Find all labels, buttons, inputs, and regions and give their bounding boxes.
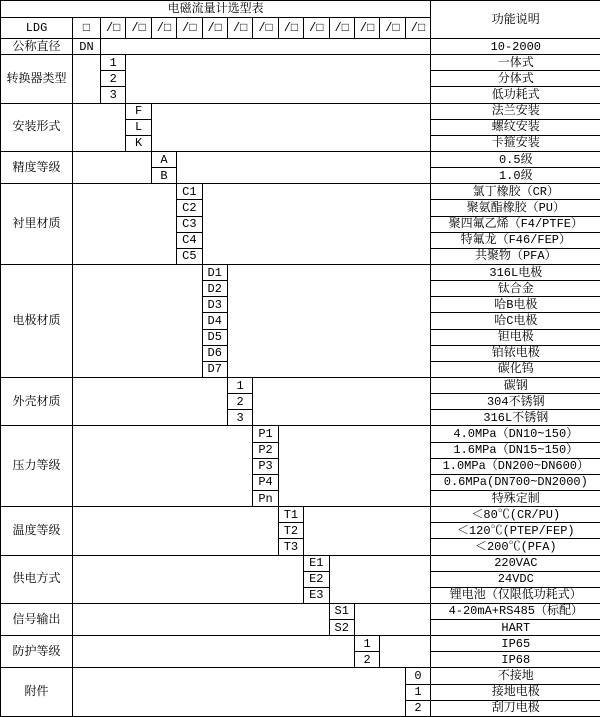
description-cell: 0.5级 xyxy=(431,151,600,167)
code-cell: E1 xyxy=(304,555,329,571)
category-label-electrode: 电极材质 xyxy=(1,264,73,377)
description-cell: 哈B电极 xyxy=(431,297,600,313)
description-cell: IP68 xyxy=(431,652,600,668)
description-cell: 聚四氟乙烯（F4/PTFE） xyxy=(431,216,600,232)
code-cell: S2 xyxy=(329,620,354,636)
slash-box-cell: /□ xyxy=(380,18,405,39)
category-label-housing: 外壳材质 xyxy=(1,377,73,425)
description-cell: 低功耗式 xyxy=(431,87,600,103)
category-label-temperature: 温度等级 xyxy=(1,507,73,555)
description-cell: 304不锈钢 xyxy=(431,394,600,410)
code-cell: C4 xyxy=(177,232,202,248)
spacer-cell xyxy=(227,264,430,377)
description-cell: 螺纹安装 xyxy=(431,119,600,135)
description-cell: 1.0级 xyxy=(431,168,600,184)
code-cell: 2 xyxy=(101,71,126,87)
category-label-signal: 信号输出 xyxy=(1,603,73,635)
spacer-cell xyxy=(73,264,203,377)
description-cell: 锂电池（仅限低功耗式） xyxy=(431,587,600,603)
code-cell: E2 xyxy=(304,571,329,587)
code-cell: 1 xyxy=(101,55,126,71)
code-cell: P2 xyxy=(253,442,278,458)
description-cell: 共聚物（PFA） xyxy=(431,248,600,264)
spacer-cell xyxy=(73,507,279,555)
spacer-cell xyxy=(278,426,431,507)
description-cell: 316L不锈钢 xyxy=(431,410,600,426)
code-cell: C5 xyxy=(177,248,202,264)
description-cell: ＜200℃(PFA) xyxy=(431,539,600,555)
description-cell: 1.6MPa（DN15~150） xyxy=(431,442,600,458)
description-cell: 刮刀电极 xyxy=(431,700,600,716)
slash-box-cell: /□ xyxy=(354,18,379,39)
spacer-cell xyxy=(73,555,304,603)
code-cell: D6 xyxy=(202,345,227,361)
code-cell: B xyxy=(151,168,176,184)
code-cell: 3 xyxy=(227,410,252,426)
spacer-cell xyxy=(73,103,126,151)
slash-box-cell: /□ xyxy=(278,18,303,39)
category-label-protection: 防护等级 xyxy=(1,636,73,668)
slash-box-cell: /□ xyxy=(227,18,252,39)
code-cell: F xyxy=(126,103,151,119)
spacer-cell xyxy=(73,55,101,103)
code-cell: P4 xyxy=(253,474,278,490)
description-cell: 不接地 xyxy=(431,668,600,684)
code-cell: 2 xyxy=(405,700,431,716)
spacer-cell xyxy=(126,55,431,103)
description-cell: 碳化钨 xyxy=(431,361,600,377)
description-cell: 钽电极 xyxy=(431,329,600,345)
spacer-cell xyxy=(304,507,431,555)
category-label-installation: 安装形式 xyxy=(1,103,73,151)
code-cell: D7 xyxy=(202,361,227,377)
category-label-accuracy: 精度等级 xyxy=(1,151,73,183)
description-cell: 卡箍安装 xyxy=(431,135,600,151)
table-title: 电磁流量计选型表 xyxy=(1,1,431,18)
spacer-cell xyxy=(73,377,228,425)
description-cell: 4.0MPa（DN10~150） xyxy=(431,426,600,442)
category-label-diameter: 公称直径 xyxy=(1,39,73,55)
code-cell: D3 xyxy=(202,297,227,313)
category-label-pressure: 压力等级 xyxy=(1,426,73,507)
description-cell: 316L电极 xyxy=(431,264,600,280)
slash-box-cell: /□ xyxy=(177,18,202,39)
spacer-cell xyxy=(354,603,430,635)
spacer-cell xyxy=(101,39,431,55)
code-cell: L xyxy=(126,119,151,135)
code-cell: K xyxy=(126,135,151,151)
code-cell: T2 xyxy=(278,523,303,539)
description-cell: 接地电极 xyxy=(431,684,600,700)
code-cell: 0 xyxy=(405,668,431,684)
slash-box-cell: /□ xyxy=(101,18,126,39)
code-cell: 1 xyxy=(227,377,252,393)
code-cell: A xyxy=(151,151,176,167)
description-cell: 法兰安装 xyxy=(431,103,600,119)
code-cell: P1 xyxy=(253,426,278,442)
code-cell: Pn xyxy=(253,490,278,506)
code-cell: 3 xyxy=(101,87,126,103)
code-cell: C2 xyxy=(177,200,202,216)
code-cell: 1 xyxy=(405,684,431,700)
description-cell: ＜120℃(PTEP/FEP) xyxy=(431,523,600,539)
spacer-cell xyxy=(73,184,177,265)
description-cell: 24VDC xyxy=(431,571,600,587)
spacer-cell xyxy=(177,151,431,183)
spacer-cell xyxy=(73,603,330,635)
description-cell: 分体式 xyxy=(431,71,600,87)
code-cell: 1 xyxy=(354,636,379,652)
spacer-cell xyxy=(73,426,253,507)
slash-box-cell: /□ xyxy=(126,18,151,39)
code-cell: 2 xyxy=(227,394,252,410)
code-box-cell: □ xyxy=(73,18,101,39)
code-cell: C1 xyxy=(177,184,202,200)
spacer-cell xyxy=(73,668,406,716)
category-label-liner: 衬里材质 xyxy=(1,184,73,265)
slash-box-cell: /□ xyxy=(202,18,227,39)
code-cell: D1 xyxy=(202,264,227,280)
spacer-cell xyxy=(329,555,431,603)
description-cell: ＜80℃(CR/PU) xyxy=(431,507,600,523)
model-prefix-cell: LDG xyxy=(1,18,73,39)
slash-box-cell: /□ xyxy=(151,18,176,39)
code-cell: E3 xyxy=(304,587,329,603)
description-cell: 特殊定制 xyxy=(431,490,600,506)
code-cell: DN xyxy=(73,39,101,55)
spacer-cell xyxy=(380,636,431,668)
spacer-cell xyxy=(253,377,431,425)
description-cell: 10-2000 xyxy=(431,39,600,55)
description-cell: IP65 xyxy=(431,636,600,652)
code-cell: D4 xyxy=(202,313,227,329)
description-cell: 220VAC xyxy=(431,555,600,571)
code-cell: D2 xyxy=(202,281,227,297)
code-cell: C3 xyxy=(177,216,202,232)
code-cell: 2 xyxy=(354,652,379,668)
spacer-cell xyxy=(73,636,355,668)
category-label-power: 供电方式 xyxy=(1,555,73,603)
description-cell: 聚氨酯橡胶（PU） xyxy=(431,200,600,216)
spacer-cell xyxy=(202,184,431,265)
description-cell: 钛合金 xyxy=(431,281,600,297)
description-cell: 碳钢 xyxy=(431,377,600,393)
code-cell: S1 xyxy=(329,603,354,619)
description-cell: HART xyxy=(431,620,600,636)
spacer-cell xyxy=(73,151,152,183)
description-cell: 哈C电极 xyxy=(431,313,600,329)
description-cell: 一体式 xyxy=(431,55,600,71)
description-cell: 特氟龙（F46/FEP） xyxy=(431,232,600,248)
slash-box-cell: /□ xyxy=(405,18,431,39)
description-cell: 0.6MPa(DN700~DN2000) xyxy=(431,474,600,490)
description-cell: 4-20mA+RS485（标配） xyxy=(431,603,600,619)
slash-box-cell: /□ xyxy=(253,18,278,39)
description-cell: 氯丁橡胶（CR） xyxy=(431,184,600,200)
function-column-header: 功能说明 xyxy=(431,1,600,39)
category-label-accessory: 附件 xyxy=(1,668,73,716)
code-cell: P3 xyxy=(253,458,278,474)
slash-box-cell: /□ xyxy=(329,18,354,39)
code-cell: D5 xyxy=(202,329,227,345)
spacer-cell xyxy=(151,103,431,151)
description-cell: 1.0MPa（DN200~DN600） xyxy=(431,458,600,474)
code-cell: T1 xyxy=(278,507,303,523)
description-cell: 铂铱电极 xyxy=(431,345,600,361)
category-label-converter-type: 转换器类型 xyxy=(1,55,73,103)
code-cell: T3 xyxy=(278,539,303,555)
slash-box-cell: /□ xyxy=(304,18,329,39)
